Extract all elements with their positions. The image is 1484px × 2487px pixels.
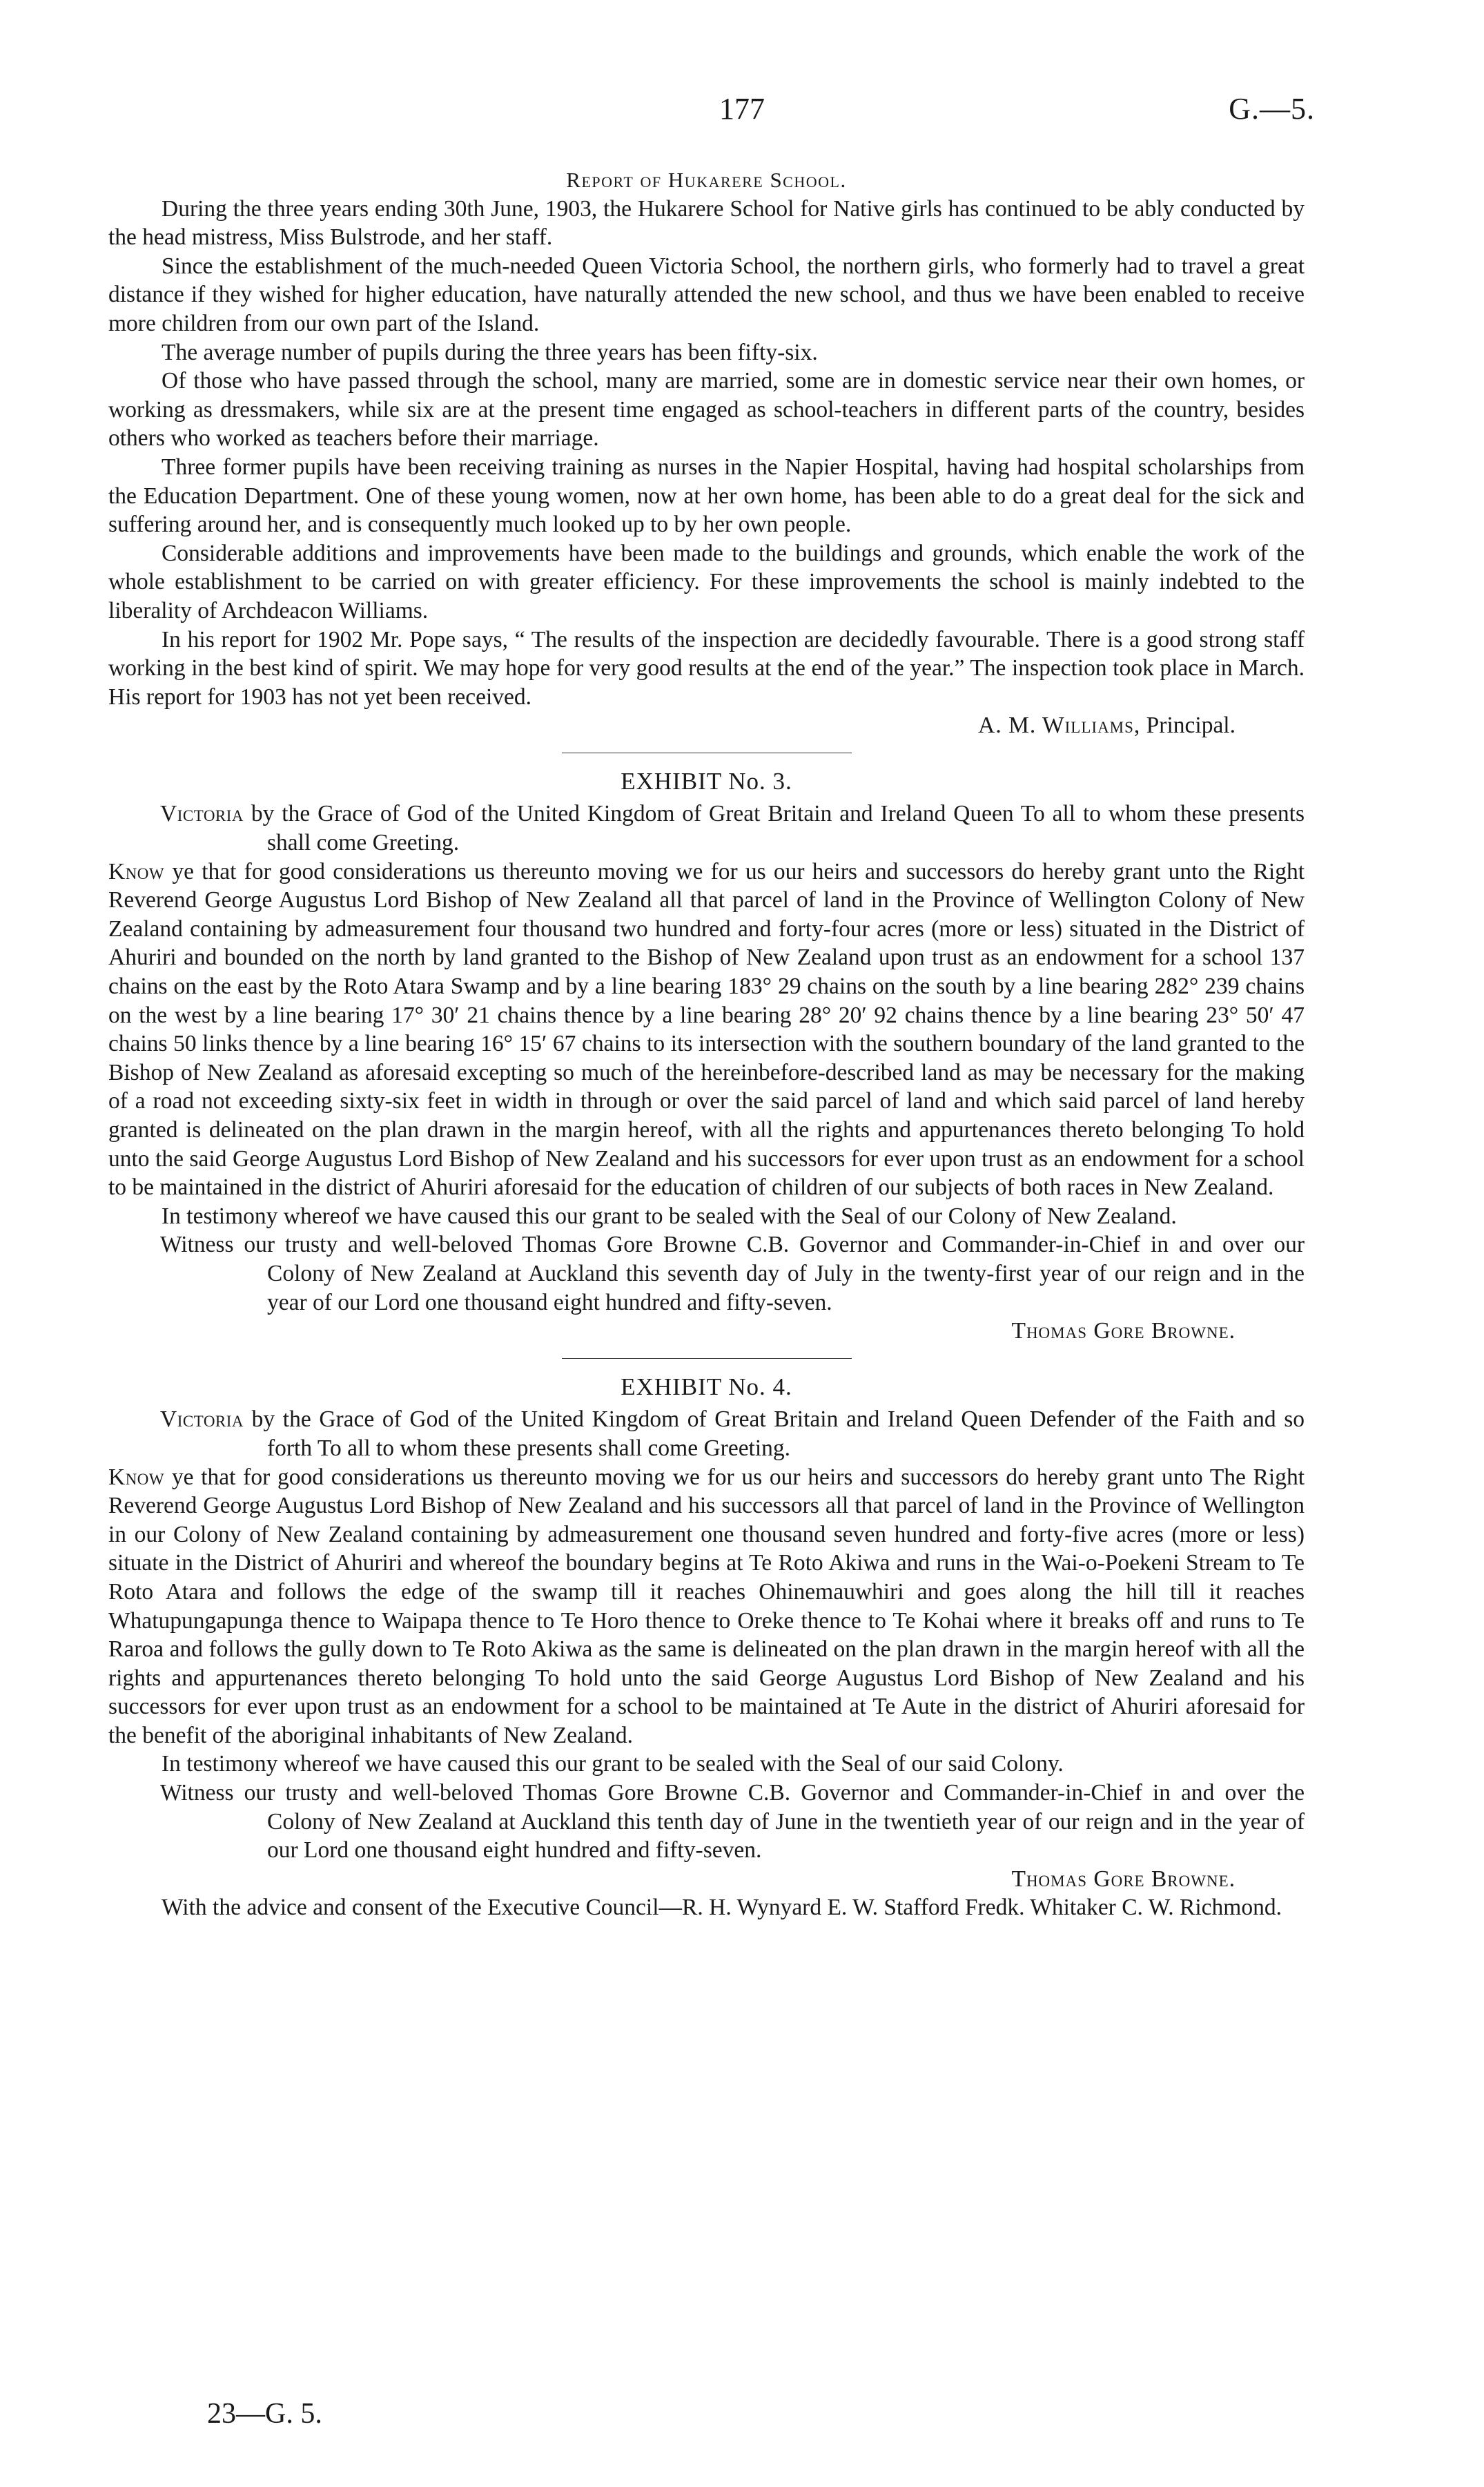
exhibit-3-testimony: In testimony whereof we have caused this our grant to be sealed with the Seal of our Colony of New Zealand.: [162, 1203, 1177, 1229]
exhibit-4-signature: [108, 1865, 1305, 1894]
page-header: [0, 88, 1484, 130]
exhibit-4-advice: With the advice and consent of the Executive Council—R. H. Wynyard E. W. Stafford Fredk. Whitaker C. W. Richmond.: [162, 1895, 1282, 1921]
exhibit-4-opening-text: by the Grace of God of the United Kingdom of Great Britain and Ireland Queen Defender of the Faith and so forth To all to whom these presents shall come Greeting.: [251, 1406, 1305, 1461]
exhibit-3-know: Know: [108, 858, 165, 884]
exhibit-3-body-text: ye that for good considerations us thereunto moving we for us our heirs and successors do hereby grant unto the Right Reverend George Augustus Lord Bishop of New Zealand all that parcel of land in the Province of Wellington Colony of New Zealand containing by admeasurement four thousand two hundred and forty-four acres (more or less) situated in the District of Ahuriri and bounded on the north by land granted to the Bishop of New Zealand upon trust as an endowment for a school 137 chains on the east by the Roto Atara Swamp and by a line bearing 183° 29 chains on the south by a line bearing 282° 239 chains on the west by a line bearing 17° 30′ 21 chains thence by a line bearing 28° 20′ 92 chains thence by a line bearing 23° 50′ 47 chains 50 links thence by a line bearing 16° 15′ 67 chains to its intersection with the southern boundary of the land granted to the Bishop of New Zealand as aforesaid excepting so much of the hereinbefore-described land as may be necessary for the making of a road not exceeding sixty-six feet in width in through or over the said parcel of land and which said parcel of land hereby granted is delineated on the plan drawn in the margin hereof, with all the rights and appurtenances thereto belonging To hold unto the said George Augustus Lord Bishop of New Zealand and his successors for ever upon trust as an endowment for a school to be maintained in the district of Ahuriri aforesaid for the education of children of our subjects of both races in New Zealand.: [108, 858, 1305, 1201]
report-paragraph-2: Since the establishment of the much-needed Queen Victoria School, the northern girls, who formerly had to travel a great distance if they wished for higher education, have naturally attended the new school, and thus we have been enabled to receive more children from our own part of the Island.: [108, 253, 1305, 336]
report-paragraph-7: In his report for 1902 Mr. Pope says, “ The results of the inspection are decidedly favourable. There is a good strong staff working in the best kind of spirit. We may hope for very good results at the end of the year.” The inspection took place in March. His report for 1903 has not yet been received.: [108, 626, 1305, 710]
report-section: [108, 166, 1305, 740]
report-signature: [108, 711, 1305, 740]
principal-name: A. M. Williams,: [978, 713, 1141, 739]
exhibit-4-signature-name: Thomas Gore Browne.: [1011, 1866, 1236, 1892]
main-column: [108, 166, 1305, 1922]
report-paragraph-5: Three former pupils have been receiving training as nurses in the Napier Hospital, having had hospital scholarships from the Education Department. One of these young women, now at her own home, has been able to do a great deal for the sick and suffering around her, and is consequently much looked up to by her own people.: [108, 454, 1305, 538]
report-paragraph-3: The average number of pupils during the three years has been fifty-six.: [162, 339, 818, 365]
exhibit-4-know: Know: [108, 1464, 165, 1490]
exhibit-3-opening-text: by the Grace of God of the United Kingdom of Great Britain and Ireland Queen To all to whom these presents shall come Greeting.: [251, 801, 1305, 856]
exhibit-4-witness: Witness our trusty and well-beloved Thomas Gore Browne C.B. Governor and Commander-in-Chief in and over the Colony of New Zealand at Auckland this tenth day of June in the twentieth year of our reign and in the year of our Lord one thousand eight hundred and fifty-seven.: [160, 1780, 1305, 1864]
report-title: Report of Hukarere School.: [566, 168, 847, 192]
document-reference: G.—5.: [1229, 92, 1315, 126]
exhibit-4-opening: [108, 1405, 1305, 1462]
exhibit-4-body-text: ye that for good considerations us thereunto moving we for us our heirs and successors do hereby grant unto The Right Reverend George Augustus Lord Bishop of New Zealand and his successors all that parcel of land in the Province of Wellington in our Colony of New Zealand containing by admeasurement one thousand seven hundred and forty-five acres (more or less) situate in the District of Ahuriri and whereof the boundary begins at Te Roto Akiwa and runs in the Wai-o-Poekeni Stream to Te Roto Atara and follows the edge of the swamp till it reaches Ohinemauwhiri and goes along the hill till it reaches Whatupungapunga thence to Waipapa thence to Te Horo thence to Oreke thence to Te Kohai where it breaks off and runs to Te Raroa and follows the gully down to Te Roto Akiwa as the same is delineated on the plan drawn in the margin hereof with all the rights and appurtenances thereto belonging To hold unto the said George Augustus Lord Bishop of New Zealand and his successors for ever upon trust as an endowment for a school to be maintained at Te Aute in the district of Ahuriri aforesaid for the benefit of the aboriginal inhabitants of New Zealand.: [108, 1464, 1305, 1748]
exhibit-4-victoria: Victoria: [160, 1406, 244, 1433]
exhibit-3-witness: Witness our trusty and well-beloved Thomas Gore Browne C.B. Governor and Commander-in-Chief in and over our Colony of New Zealand at Auckland this seventh day of July in the twenty-first year of our reign and in the year of our Lord one thousand eight hundred and fifty-seven.: [160, 1232, 1305, 1315]
report-paragraph-6: Considerable additions and improvements have been made to the buildings and grounds, which enable the work of the whole establishment to be carried on with greater efficiency. For these improvements the school is mainly indebted to the liberality of Archdeacon Williams.: [108, 540, 1305, 623]
exhibit-4-title: EXHIBIT No. 4.: [621, 1373, 792, 1400]
exhibit-3-body: [108, 858, 1305, 1202]
section-divider: [562, 1358, 852, 1359]
exhibit-3-title: EXHIBIT No. 3.: [621, 767, 792, 795]
principal-role: Principal.: [1146, 713, 1236, 739]
exhibit-4-section: [108, 1373, 1305, 1922]
report-paragraph-1: During the three years ending 30th June, 1903, the Hukarere School for Native girls has continued to be ably conducted by the head mistress, Miss Bulstrode, and her staff.: [108, 195, 1305, 251]
signature-mark: 23—G. 5.: [207, 2398, 322, 2430]
exhibit-3-opening: [108, 800, 1305, 857]
exhibit-3-victoria: Victoria: [160, 801, 244, 827]
exhibit-4-body: [108, 1463, 1305, 1750]
exhibit-3-section: [108, 767, 1305, 1346]
page-number: 177: [719, 92, 765, 126]
report-paragraph-4: Of those who have passed through the school, many are married, some are in domestic service near their own homes, or working as dressmakers, while six are at the present time engaged as school-teachers in different parts of the country, besides others who worked as teachers before their marriage.: [108, 368, 1305, 452]
exhibit-3-signature-name: Thomas Gore Browne.: [1011, 1318, 1236, 1344]
exhibit-3-signature: [108, 1317, 1305, 1346]
exhibit-4-testimony: In testimony whereof we have caused this our grant to be sealed with the Seal of our said Colony.: [162, 1751, 1064, 1777]
